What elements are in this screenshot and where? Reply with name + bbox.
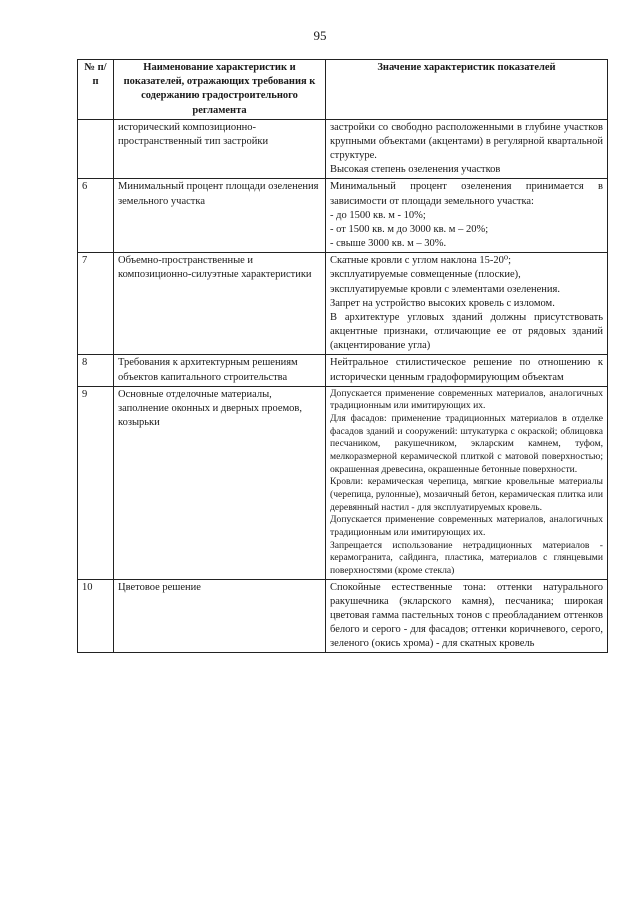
table-header-row (78, 60, 608, 120)
value-line: застройки со свободно расположенными в глубине участков крупными объектами (акцентами) в регулярной квартальной структуре. (330, 121, 603, 162)
value-line: Для фасадов: применение традиционных материалов в отделке фасадов зданий и сооружений: штукатурка с окраской; облицовка песчаником, ракушечником, экларским камнем, туфом, мелкоразмерной керамической плиткой с матовой поверхностью; окрашенная древесина, окрашенные бетонные поверхности. (330, 413, 603, 475)
value-line: эксплуатируемые совмещенные (плоские), (330, 269, 521, 281)
row-num: 6 (78, 179, 114, 253)
regulation-table (77, 59, 608, 653)
value-line: Спокойные естественные тона: оттенки натурального ракушечника (экларского камня), песчаника; широкая цветовая гамма пастельных тонов с преобладанием оттенков белого и серого - для фасадов; оттенки коричневого, серого, зеленого (окись хрома) - для скатных кровель (330, 581, 603, 650)
row-name: Цветовое решение (114, 579, 326, 653)
value-line: Минимальный процент озеленения принимается в зависимости от площади земельного участка: (330, 181, 603, 207)
row-name: Требования к архитектурным решениям объектов капитального строительства (114, 355, 326, 386)
value-line: Запрещается использование нетрадиционных материалов - керамогранита, сайдинга, пластика, материалов с глянцевыми поверхностями (кроме стекла) (330, 539, 603, 576)
row-num: 10 (78, 579, 114, 653)
value-line: Высокая степень озеленения участков (330, 164, 501, 176)
row-name: Объемно-пространственные и композиционно-силуэтные характеристики (114, 253, 326, 355)
row-num: 8 (78, 355, 114, 386)
header-name: Наименование характеристик и показателей, отражающих требования к содержанию градостроительного регламента (114, 60, 326, 120)
row-num: 7 (78, 253, 114, 355)
value-line: - до 1500 кв. м - 10%; (330, 209, 426, 221)
row-value (326, 386, 608, 579)
table-row (78, 579, 608, 653)
row-name: исторический композиционно-пространственный тип застройки (114, 119, 326, 179)
row-value (326, 119, 608, 179)
value-line: Кровли: керамическая черепица, мягкие кровельные материалы (черепица, рулонные), мозаичный бетон, керамическая плитка или деревянный настил - для эксплуатируемых кровель. (330, 476, 603, 513)
value-line: Допускается применение современных материалов, аналогичных традиционным или имитирующих их. (330, 514, 603, 538)
value-line: - свыше 3000 кв. м – 30%. (330, 238, 447, 250)
table-row (78, 253, 608, 355)
row-value (326, 253, 608, 355)
table-row (78, 179, 608, 253)
row-name: Основные отделочные материалы, заполнение оконных и дверных проемов, козырьки (114, 386, 326, 579)
table-row (78, 355, 608, 386)
table-row (78, 119, 608, 179)
value-line: Скатные кровли с углом наклона 15-20⁰; (330, 255, 512, 267)
value-line: В архитектуре угловых зданий должны присутствовать акцентные признаки, отличающие ее от рядовых зданий (акцентирование угла) (330, 311, 603, 352)
row-value (326, 355, 608, 386)
value-line: Запрет на устройство высоких кровель с изломом. (330, 297, 555, 309)
row-value (326, 579, 608, 653)
page-number: 95 (313, 28, 327, 43)
value-line: - от 1500 кв. м до 3000 кв. м – 20%; (330, 223, 489, 235)
row-num (78, 119, 114, 179)
value-line: Нейтральное стилистическое решение по отношению к исторически ценным градоформирующим объектам (330, 357, 603, 383)
row-num: 9 (78, 386, 114, 579)
row-value (326, 179, 608, 253)
value-line: эксплуатируемые кровли с элементами озеленения. (330, 283, 560, 295)
header-num: № п/п (78, 60, 114, 120)
row-name: Минимальный процент площади озеленения земельного участка (114, 179, 326, 253)
value-line: Допускается применение современных материалов, аналогичных традиционным или имитирующих их. (330, 387, 603, 412)
header-value: Значение характеристик показателей (326, 60, 608, 120)
table-row (78, 386, 608, 579)
